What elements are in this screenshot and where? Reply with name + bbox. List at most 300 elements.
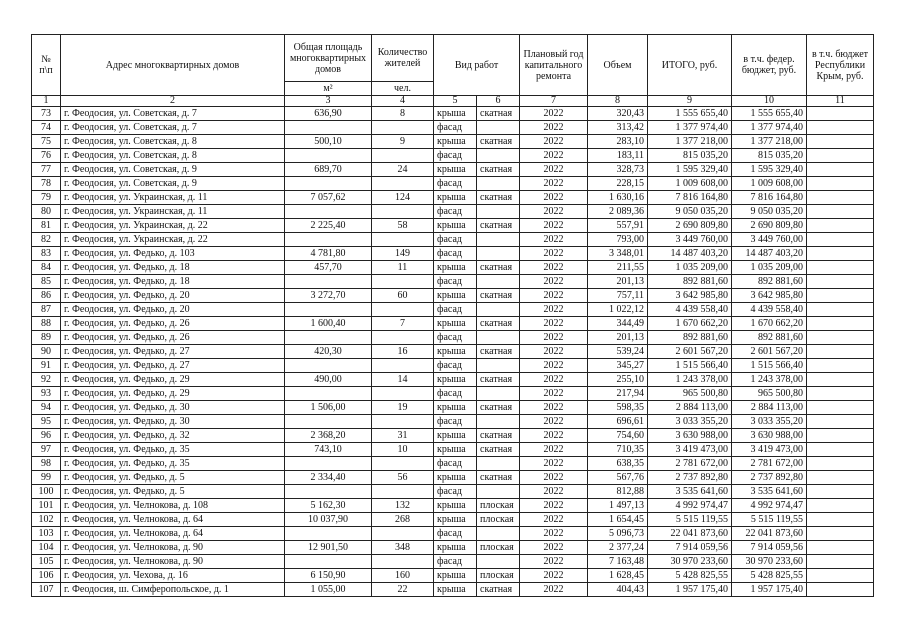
cell-roof-type [477, 149, 520, 163]
cell-year: 2022 [520, 121, 588, 135]
cell-number: 75 [32, 135, 61, 149]
table-header [32, 35, 874, 96]
cell-work: крыша [434, 401, 477, 415]
cell-area [285, 303, 372, 317]
cell-number: 78 [32, 177, 61, 191]
cell-federal: 1 377 218,00 [732, 135, 807, 149]
column-number-row [32, 96, 874, 107]
cell-volume: 345,27 [588, 359, 648, 373]
cell-federal: 3 630 988,00 [732, 429, 807, 443]
cell-crimea [807, 317, 874, 331]
column-number: 9 [648, 96, 732, 107]
cell-area [285, 527, 372, 541]
cell-roof-type [477, 177, 520, 191]
cell-crimea [807, 429, 874, 443]
cell-total: 1 957 175,40 [648, 583, 732, 597]
cell-roof-type: скатная [477, 191, 520, 205]
cell-number: 105 [32, 555, 61, 569]
cell-address: г. Феодосия, ул. Челнокова, д. 108 [61, 499, 285, 513]
cell-federal: 1 957 175,40 [732, 583, 807, 597]
cell-volume: 757,11 [588, 289, 648, 303]
column-number: 8 [588, 96, 648, 107]
column-number: 10 [732, 96, 807, 107]
cell-area [285, 555, 372, 569]
header-planned-year: Плановый год капитального ремонта [520, 35, 588, 96]
cell-area [285, 121, 372, 135]
table-row [32, 401, 874, 415]
cell-roof-type: скатная [477, 471, 520, 485]
cell-volume: 183,11 [588, 149, 648, 163]
cell-address: г. Феодосия, ул. Советская, д. 7 [61, 107, 285, 121]
cell-number: 77 [32, 163, 61, 177]
cell-work: крыша [434, 471, 477, 485]
cell-area: 7 057,62 [285, 191, 372, 205]
cell-work: крыша [434, 541, 477, 555]
cell-total: 2 601 567,20 [648, 345, 732, 359]
column-number: 11 [807, 96, 874, 107]
cell-crimea [807, 345, 874, 359]
cell-volume: 1 630,16 [588, 191, 648, 205]
cell-crimea [807, 121, 874, 135]
table-row [32, 275, 874, 289]
cell-crimea [807, 149, 874, 163]
cell-federal: 1 009 608,00 [732, 177, 807, 191]
table-row [32, 471, 874, 485]
cell-year: 2022 [520, 415, 588, 429]
cell-number: 92 [32, 373, 61, 387]
cell-roof-type [477, 457, 520, 471]
header-residents: Количество жителей [372, 35, 434, 82]
cell-work: фасад [434, 303, 477, 317]
cell-crimea [807, 513, 874, 527]
cell-year: 2022 [520, 527, 588, 541]
cell-residents: 19 [372, 401, 434, 415]
cell-total: 5 428 825,55 [648, 569, 732, 583]
cell-roof-type: скатная [477, 107, 520, 121]
cell-volume: 567,76 [588, 471, 648, 485]
table-row [32, 107, 874, 121]
cell-work: фасад [434, 485, 477, 499]
cell-year: 2022 [520, 303, 588, 317]
table-row [32, 513, 874, 527]
table-row [32, 555, 874, 569]
cell-number: 80 [32, 205, 61, 219]
cell-total: 892 881,60 [648, 275, 732, 289]
cell-year: 2022 [520, 233, 588, 247]
cell-year: 2022 [520, 471, 588, 485]
cell-federal: 1 243 378,00 [732, 373, 807, 387]
table-row [32, 485, 874, 499]
cell-volume: 328,73 [588, 163, 648, 177]
cell-crimea [807, 177, 874, 191]
cell-work: крыша [434, 163, 477, 177]
cell-year: 2022 [520, 163, 588, 177]
header-volume: Объем [588, 35, 648, 96]
table-row [32, 457, 874, 471]
column-number: 2 [61, 96, 285, 107]
cell-crimea [807, 387, 874, 401]
table-row [32, 303, 874, 317]
cell-federal: 1 670 662,20 [732, 317, 807, 331]
cell-roof-type [477, 247, 520, 261]
cell-residents [372, 415, 434, 429]
cell-total: 1 670 662,20 [648, 317, 732, 331]
cell-total: 7 816 164,80 [648, 191, 732, 205]
cell-address: г. Феодосия, ул. Федько, д. 27 [61, 359, 285, 373]
cell-federal: 1 555 655,40 [732, 107, 807, 121]
table-row [32, 247, 874, 261]
cell-area: 10 037,90 [285, 513, 372, 527]
cell-area: 5 162,30 [285, 499, 372, 513]
cell-federal: 4 992 974,47 [732, 499, 807, 513]
cell-address: г. Феодосия, ул. Советская, д. 9 [61, 163, 285, 177]
cell-total: 1 377 974,40 [648, 121, 732, 135]
cell-total: 4 439 558,40 [648, 303, 732, 317]
table-row [32, 583, 874, 597]
cell-total: 2 781 672,00 [648, 457, 732, 471]
cell-volume: 344,49 [588, 317, 648, 331]
cell-federal: 7 816 164,80 [732, 191, 807, 205]
cell-total: 5 515 119,55 [648, 513, 732, 527]
cell-work: крыша [434, 261, 477, 275]
cell-work: крыша [434, 289, 477, 303]
cell-number: 82 [32, 233, 61, 247]
cell-residents [372, 275, 434, 289]
cell-work: крыша [434, 345, 477, 359]
cell-residents [372, 457, 434, 471]
table-row [32, 541, 874, 555]
cell-federal: 7 914 059,56 [732, 541, 807, 555]
cell-total: 14 487 403,20 [648, 247, 732, 261]
cell-address: г. Феодосия, ул. Федько, д. 20 [61, 303, 285, 317]
cell-roof-type: скатная [477, 429, 520, 443]
cell-area: 1 600,40 [285, 317, 372, 331]
cell-federal: 30 970 233,60 [732, 555, 807, 569]
cell-total: 965 500,80 [648, 387, 732, 401]
cell-number: 101 [32, 499, 61, 513]
cell-federal: 2 601 567,20 [732, 345, 807, 359]
cell-address: г. Феодосия, ул. Челнокова, д. 90 [61, 555, 285, 569]
cell-area: 6 150,90 [285, 569, 372, 583]
cell-address: г. Феодосия, ул. Федько, д. 18 [61, 275, 285, 289]
cell-crimea [807, 289, 874, 303]
table-row [32, 331, 874, 345]
cell-work: фасад [434, 555, 477, 569]
cell-address: г. Феодосия, ул. Украинская, д. 22 [61, 233, 285, 247]
cell-residents: 11 [372, 261, 434, 275]
cell-residents [372, 149, 434, 163]
cell-address: г. Феодосия, ул. Федько, д. 26 [61, 331, 285, 345]
cell-crimea [807, 359, 874, 373]
cell-crimea [807, 457, 874, 471]
table-row [32, 499, 874, 513]
cell-number: 76 [32, 149, 61, 163]
cell-work: крыша [434, 499, 477, 513]
cell-roof-type: скатная [477, 401, 520, 415]
cell-work: крыша [434, 219, 477, 233]
cell-roof-type: скатная [477, 219, 520, 233]
cell-volume: 557,91 [588, 219, 648, 233]
cell-volume: 217,94 [588, 387, 648, 401]
cell-number: 89 [32, 331, 61, 345]
cell-volume: 1 628,45 [588, 569, 648, 583]
cell-address: г. Феодосия, ул. Федько, д. 27 [61, 345, 285, 359]
cell-address: г. Феодосия, ул. Советская, д. 9 [61, 177, 285, 191]
cell-area: 2 368,20 [285, 429, 372, 443]
cell-residents [372, 303, 434, 317]
cell-roof-type: плоская [477, 513, 520, 527]
cell-work: фасад [434, 331, 477, 345]
cell-number: 94 [32, 401, 61, 415]
table-row [32, 429, 874, 443]
cell-address: г. Феодосия, ул. Советская, д. 8 [61, 135, 285, 149]
cell-year: 2022 [520, 359, 588, 373]
cell-year: 2022 [520, 373, 588, 387]
cell-year: 2022 [520, 107, 588, 121]
cell-volume: 1 654,45 [588, 513, 648, 527]
cell-area: 457,70 [285, 261, 372, 275]
cell-federal: 1 035 209,00 [732, 261, 807, 275]
cell-area: 689,70 [285, 163, 372, 177]
table-row [32, 443, 874, 457]
cell-area: 1 506,00 [285, 401, 372, 415]
cell-work: крыша [434, 317, 477, 331]
cell-address: г. Феодосия, ул. Федько, д. 18 [61, 261, 285, 275]
table-row [32, 233, 874, 247]
cell-work: фасад [434, 205, 477, 219]
cell-year: 2022 [520, 317, 588, 331]
cell-federal: 3 449 760,00 [732, 233, 807, 247]
cell-volume: 2 089,36 [588, 205, 648, 219]
cell-year: 2022 [520, 443, 588, 457]
cell-address: г. Феодосия, ул. Федько, д. 29 [61, 387, 285, 401]
cell-total: 1 009 608,00 [648, 177, 732, 191]
cell-federal: 2 781 672,00 [732, 457, 807, 471]
cell-roof-type: скатная [477, 135, 520, 149]
cell-crimea [807, 527, 874, 541]
table-body [32, 96, 874, 597]
cell-roof-type: плоская [477, 569, 520, 583]
cell-volume: 313,42 [588, 121, 648, 135]
cell-total: 4 992 974,47 [648, 499, 732, 513]
cell-federal: 2 884 113,00 [732, 401, 807, 415]
table-row [32, 373, 874, 387]
cell-area [285, 457, 372, 471]
table-row [32, 177, 874, 191]
cell-year: 2022 [520, 219, 588, 233]
column-number: 5 [434, 96, 477, 107]
cell-roof-type: плоская [477, 541, 520, 555]
cell-crimea [807, 135, 874, 149]
cell-volume: 404,43 [588, 583, 648, 597]
cell-year: 2022 [520, 387, 588, 401]
cell-roof-type: скатная [477, 289, 520, 303]
cell-crimea [807, 499, 874, 513]
cell-total: 2 690 809,80 [648, 219, 732, 233]
cell-total: 1 515 566,40 [648, 359, 732, 373]
cell-number: 73 [32, 107, 61, 121]
header-federal-budget: в т.ч. федер. бюджет, руб. [732, 35, 807, 96]
cell-work: фасад [434, 247, 477, 261]
cell-area: 2 225,40 [285, 219, 372, 233]
cell-roof-type [477, 485, 520, 499]
cell-year: 2022 [520, 205, 588, 219]
cell-number: 93 [32, 387, 61, 401]
cell-roof-type: скатная [477, 345, 520, 359]
cell-total: 1 595 329,40 [648, 163, 732, 177]
column-number: 4 [372, 96, 434, 107]
cell-work: крыша [434, 513, 477, 527]
cell-work: крыша [434, 443, 477, 457]
cell-residents: 268 [372, 513, 434, 527]
cell-residents: 7 [372, 317, 434, 331]
cell-area: 3 272,70 [285, 289, 372, 303]
cell-federal: 14 487 403,20 [732, 247, 807, 261]
cell-work: фасад [434, 121, 477, 135]
cell-work: фасад [434, 275, 477, 289]
cell-roof-type: плоская [477, 499, 520, 513]
cell-roof-type [477, 415, 520, 429]
cell-year: 2022 [520, 177, 588, 191]
cell-federal: 22 041 873,60 [732, 527, 807, 541]
cell-address: г. Феодосия, ш. Симферопольское, д. 1 [61, 583, 285, 597]
cell-roof-type: скатная [477, 373, 520, 387]
cell-crimea [807, 163, 874, 177]
cell-year: 2022 [520, 135, 588, 149]
repair-plan-sheet [31, 34, 873, 597]
cell-work: крыша [434, 583, 477, 597]
cell-crimea [807, 569, 874, 583]
cell-volume: 598,35 [588, 401, 648, 415]
cell-roof-type: скатная [477, 443, 520, 457]
cell-residents [372, 359, 434, 373]
cell-number: 85 [32, 275, 61, 289]
column-number: 6 [477, 96, 520, 107]
column-number: 1 [32, 96, 61, 107]
cell-residents: 10 [372, 443, 434, 457]
cell-total: 2 884 113,00 [648, 401, 732, 415]
cell-year: 2022 [520, 569, 588, 583]
cell-area: 2 334,40 [285, 471, 372, 485]
cell-total: 3 630 988,00 [648, 429, 732, 443]
cell-total: 7 914 059,56 [648, 541, 732, 555]
table-row [32, 149, 874, 163]
cell-residents: 58 [372, 219, 434, 233]
cell-federal: 1 595 329,40 [732, 163, 807, 177]
cell-federal: 4 439 558,40 [732, 303, 807, 317]
cell-address: г. Феодосия, ул. Челнокова, д. 64 [61, 527, 285, 541]
cell-work: крыша [434, 569, 477, 583]
cell-total: 30 970 233,60 [648, 555, 732, 569]
cell-address: г. Феодосия, ул. Федько, д. 29 [61, 373, 285, 387]
cell-total: 892 881,60 [648, 331, 732, 345]
cell-number: 81 [32, 219, 61, 233]
cell-crimea [807, 275, 874, 289]
cell-volume: 754,60 [588, 429, 648, 443]
cell-year: 2022 [520, 541, 588, 555]
cell-federal: 1 377 974,40 [732, 121, 807, 135]
cell-volume: 283,10 [588, 135, 648, 149]
table-row [32, 191, 874, 205]
cell-total: 3 535 641,60 [648, 485, 732, 499]
cell-federal: 5 428 825,55 [732, 569, 807, 583]
cell-residents [372, 387, 434, 401]
cell-area: 1 055,00 [285, 583, 372, 597]
cell-federal: 3 033 355,20 [732, 415, 807, 429]
cell-volume: 201,13 [588, 331, 648, 345]
cell-number: 97 [32, 443, 61, 457]
cell-crimea [807, 205, 874, 219]
cell-residents: 149 [372, 247, 434, 261]
cell-address: г. Феодосия, ул. Федько, д. 35 [61, 457, 285, 471]
cell-work: крыша [434, 107, 477, 121]
cell-total: 1 377 218,00 [648, 135, 732, 149]
cell-roof-type [477, 275, 520, 289]
cell-volume: 638,35 [588, 457, 648, 471]
cell-work: фасад [434, 177, 477, 191]
cell-work: крыша [434, 373, 477, 387]
cell-crimea [807, 373, 874, 387]
cell-crimea [807, 331, 874, 345]
cell-volume: 2 377,24 [588, 541, 648, 555]
cell-residents [372, 527, 434, 541]
header-area: Общая площадь многоквартирных домов [285, 35, 372, 82]
cell-work: фасад [434, 233, 477, 247]
cell-year: 2022 [520, 513, 588, 527]
header-area-unit: м² [285, 82, 372, 96]
cell-federal: 3 535 641,60 [732, 485, 807, 499]
cell-residents: 60 [372, 289, 434, 303]
table-row [32, 317, 874, 331]
cell-residents: 160 [372, 569, 434, 583]
cell-number: 104 [32, 541, 61, 555]
cell-year: 2022 [520, 149, 588, 163]
cell-volume: 255,10 [588, 373, 648, 387]
header-address: Адрес многоквартирных домов [61, 35, 285, 96]
cell-year: 2022 [520, 275, 588, 289]
cell-address: г. Феодосия, ул. Украинская, д. 11 [61, 205, 285, 219]
cell-crimea [807, 541, 874, 555]
cell-area [285, 149, 372, 163]
cell-number: 98 [32, 457, 61, 471]
cell-number: 103 [32, 527, 61, 541]
cell-roof-type [477, 359, 520, 373]
cell-federal: 3 419 473,00 [732, 443, 807, 457]
cell-number: 96 [32, 429, 61, 443]
column-number: 3 [285, 96, 372, 107]
cell-roof-type [477, 555, 520, 569]
cell-volume: 5 096,73 [588, 527, 648, 541]
cell-total: 815 035,20 [648, 149, 732, 163]
cell-roof-type [477, 527, 520, 541]
cell-total: 3 033 355,20 [648, 415, 732, 429]
cell-year: 2022 [520, 457, 588, 471]
cell-volume: 696,61 [588, 415, 648, 429]
cell-federal: 5 515 119,55 [732, 513, 807, 527]
cell-number: 83 [32, 247, 61, 261]
cell-number: 79 [32, 191, 61, 205]
cell-total: 1 243 378,00 [648, 373, 732, 387]
cell-roof-type [477, 233, 520, 247]
cell-number: 87 [32, 303, 61, 317]
cell-year: 2022 [520, 247, 588, 261]
cell-area [285, 177, 372, 191]
cell-address: г. Феодосия, ул. Федько, д. 32 [61, 429, 285, 443]
cell-area [285, 387, 372, 401]
cell-federal: 2 737 892,80 [732, 471, 807, 485]
cell-work: фасад [434, 457, 477, 471]
cell-address: г. Феодосия, ул. Советская, д. 7 [61, 121, 285, 135]
